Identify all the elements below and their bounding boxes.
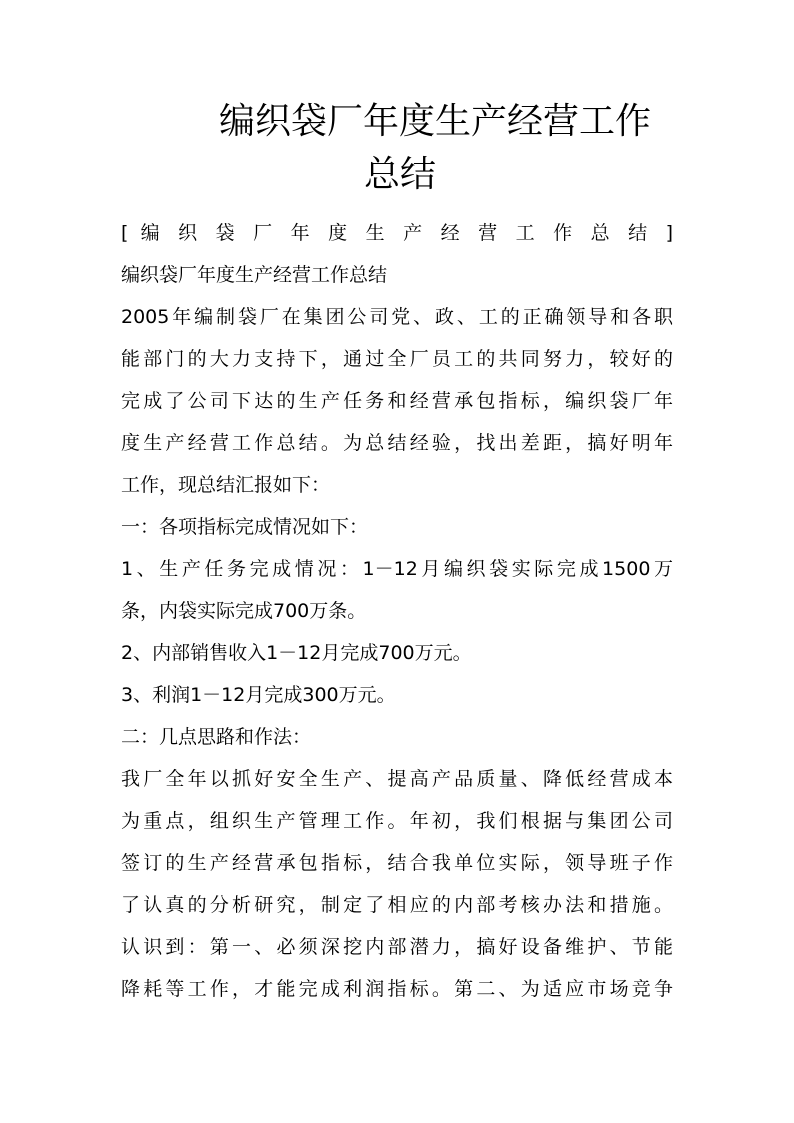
paragraph-line: 为重点，组织生产管理工作。年初，我们根据与集团公司 [121, 810, 673, 832]
paragraph-line: 2、内部销售收入1－12月完成700万元。 [121, 642, 472, 664]
paragraph-line: 认识到：第一、必须深挖内部潜力，搞好设备维护、节能 [121, 936, 673, 958]
document-title-line-2: 总结 [363, 154, 436, 195]
paragraph-line: 1、生产任务完成情况：1－12月编织袋实际完成1500万 [121, 558, 673, 580]
paragraph-line: 了认真的分析研究，制定了相应的内部考核办法和措施。 [121, 894, 673, 916]
paragraph-line: 降耗等工作，才能完成利润指标。第二、为适应市场竞争 [121, 978, 673, 1000]
paragraph-line: 完成了公司下达的生产任务和经营承包指标，编织袋厂年 [121, 390, 673, 412]
bracketed-heading: [ 编 织 袋 厂 年 度 生 产 经 营 工 作 总 结 ] [121, 222, 673, 244]
document-body [121, 212, 673, 1010]
paragraph-line: 3、利润1－12月完成300万元。 [121, 684, 396, 706]
document-title-line-1: 编织袋厂年度生产经营工作 [218, 101, 651, 142]
paragraph-line: 能部门的大力支持下，通过全厂员工的共同努力，较好的 [121, 348, 673, 370]
section-heading: 二：几点思路和作法： [121, 726, 312, 748]
paragraph-line: 签订的生产经营承包指标，结合我单位实际，领导班子作 [121, 852, 673, 874]
paragraph-line: 度生产经营工作总结。为总结经验，找出差距，搞好明年 [121, 432, 673, 454]
paragraph-line: 我厂全年以抓好安全生产、提高产品质量、降低经营成本 [121, 768, 673, 790]
paragraph-line: 2005年编制袋厂在集团公司党、政、工的正确领导和各职 [121, 306, 673, 328]
paragraph-line: 条，内袋实际完成700万条。 [121, 600, 367, 622]
subtitle-line: 编织袋厂年度生产经营工作总结 [121, 264, 388, 286]
paragraph-line: 工作，现总结汇报如下： [121, 474, 331, 496]
section-heading: 一：各项指标完成情况如下： [121, 516, 369, 538]
